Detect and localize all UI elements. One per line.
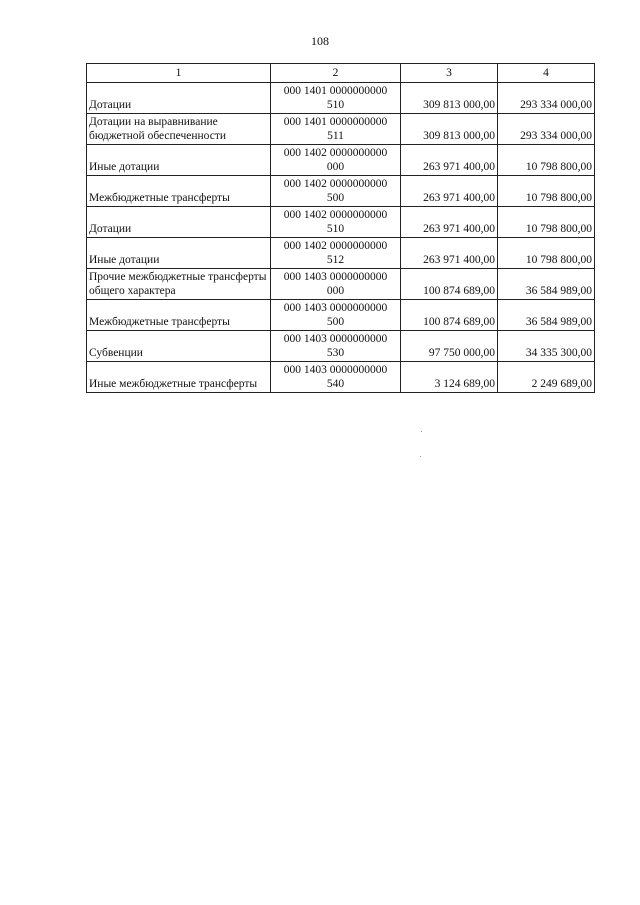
table-row [87,269,595,300]
row-code-cell [271,331,401,362]
row-amount-col3-cell: 3 124 689,00 [401,362,498,393]
row-code-line-2: 512 [326,254,345,266]
row-name-cell: Дотации [87,83,271,114]
row-code-line-2: 530 [326,347,345,359]
row-amount-col3-cell: 309 813 000,00 [401,83,498,114]
row-amount-col4-cell: 10 798 800,00 [498,207,595,238]
column-header-4: 4 [498,64,595,83]
row-code-line-1: 000 1403 0000000000 [283,271,388,283]
row-code-cell [271,300,401,331]
row-name-cell: Иные дотации [87,145,271,176]
row-code-line-1: 000 1402 0000000000 [283,209,388,221]
column-header-1: 1 [87,64,271,83]
row-amount-col4-cell: 293 334 000,00 [498,83,595,114]
table-row [87,362,595,393]
row-amount-col4-cell: 10 798 800,00 [498,176,595,207]
table-row [87,176,595,207]
page-number: 108 [311,34,329,48]
row-name-cell: Межбюджетные трансферты [87,176,271,207]
table-row [87,114,595,145]
row-name-cell: Межбюджетные трансферты [87,300,271,331]
row-code-line-2: 510 [326,223,345,235]
budget-table [86,63,595,393]
row-amount-col4-cell: 2 249 689,00 [498,362,595,393]
row-code-line-2: 500 [326,316,345,328]
row-amount-col3-cell: 97 750 000,00 [401,331,498,362]
row-name-cell: Дотации [87,207,271,238]
row-name-cell: Иные межбюджетные трансферты [87,362,271,393]
table-row [87,331,595,362]
row-code-line-1: 000 1403 0000000000 [283,302,388,314]
row-name-cell: Иные дотации [87,238,271,269]
table-header-row [87,64,595,83]
row-code-line-2: 500 [326,192,345,204]
row-amount-col3-cell: 100 874 689,00 [401,269,498,300]
column-header-3: 3 [401,64,498,83]
row-code-line-1: 000 1401 0000000000 [283,116,388,128]
row-amount-col3-cell: 100 874 689,00 [401,300,498,331]
scan-speck [420,456,421,457]
row-code-cell [271,83,401,114]
table-row [87,238,595,269]
row-name-cell: Субвенции [87,331,271,362]
row-code-line-1: 000 1402 0000000000 [283,178,388,190]
table-body [87,83,595,393]
row-code-cell [271,114,401,145]
row-code-cell [271,362,401,393]
row-code-line-1: 000 1402 0000000000 [283,240,388,252]
row-name-cell: Прочие межбюджетные трансферты общего характера [87,269,271,300]
row-amount-col4-cell: 34 335 300,00 [498,331,595,362]
row-amount-col4-cell: 10 798 800,00 [498,238,595,269]
row-amount-col4-cell: 36 584 989,00 [498,300,595,331]
row-code-line-2: 511 [327,130,344,142]
row-code-line-2: 540 [326,378,345,390]
row-code-cell [271,238,401,269]
table-row [87,207,595,238]
table-row [87,145,595,176]
scan-speck [421,431,422,432]
row-amount-col4-cell: 10 798 800,00 [498,145,595,176]
row-amount-col3-cell: 263 971 400,00 [401,238,498,269]
row-code-cell [271,176,401,207]
row-code-cell [271,207,401,238]
row-amount-col4-cell: 36 584 989,00 [498,269,595,300]
row-code-line-2: 000 [326,285,345,297]
row-code-line-1: 000 1403 0000000000 [283,364,388,376]
row-name-cell: Дотации на выравнивание бюджетной обеспеченности [87,114,271,145]
table-row [87,83,595,114]
row-code-cell [271,145,401,176]
row-code-line-1: 000 1402 0000000000 [283,147,388,159]
row-amount-col3-cell: 309 813 000,00 [401,114,498,145]
row-code-line-1: 000 1401 0000000000 [283,85,388,97]
row-amount-col3-cell: 263 971 400,00 [401,207,498,238]
row-amount-col3-cell: 263 971 400,00 [401,176,498,207]
row-amount-col4-cell: 293 334 000,00 [498,114,595,145]
column-header-2: 2 [271,64,401,83]
row-code-line-2: 000 [326,161,345,173]
row-code-line-1: 000 1403 0000000000 [283,333,388,345]
row-code-line-2: 510 [326,99,345,111]
row-amount-col3-cell: 263 971 400,00 [401,145,498,176]
table-row [87,300,595,331]
row-code-cell [271,269,401,300]
